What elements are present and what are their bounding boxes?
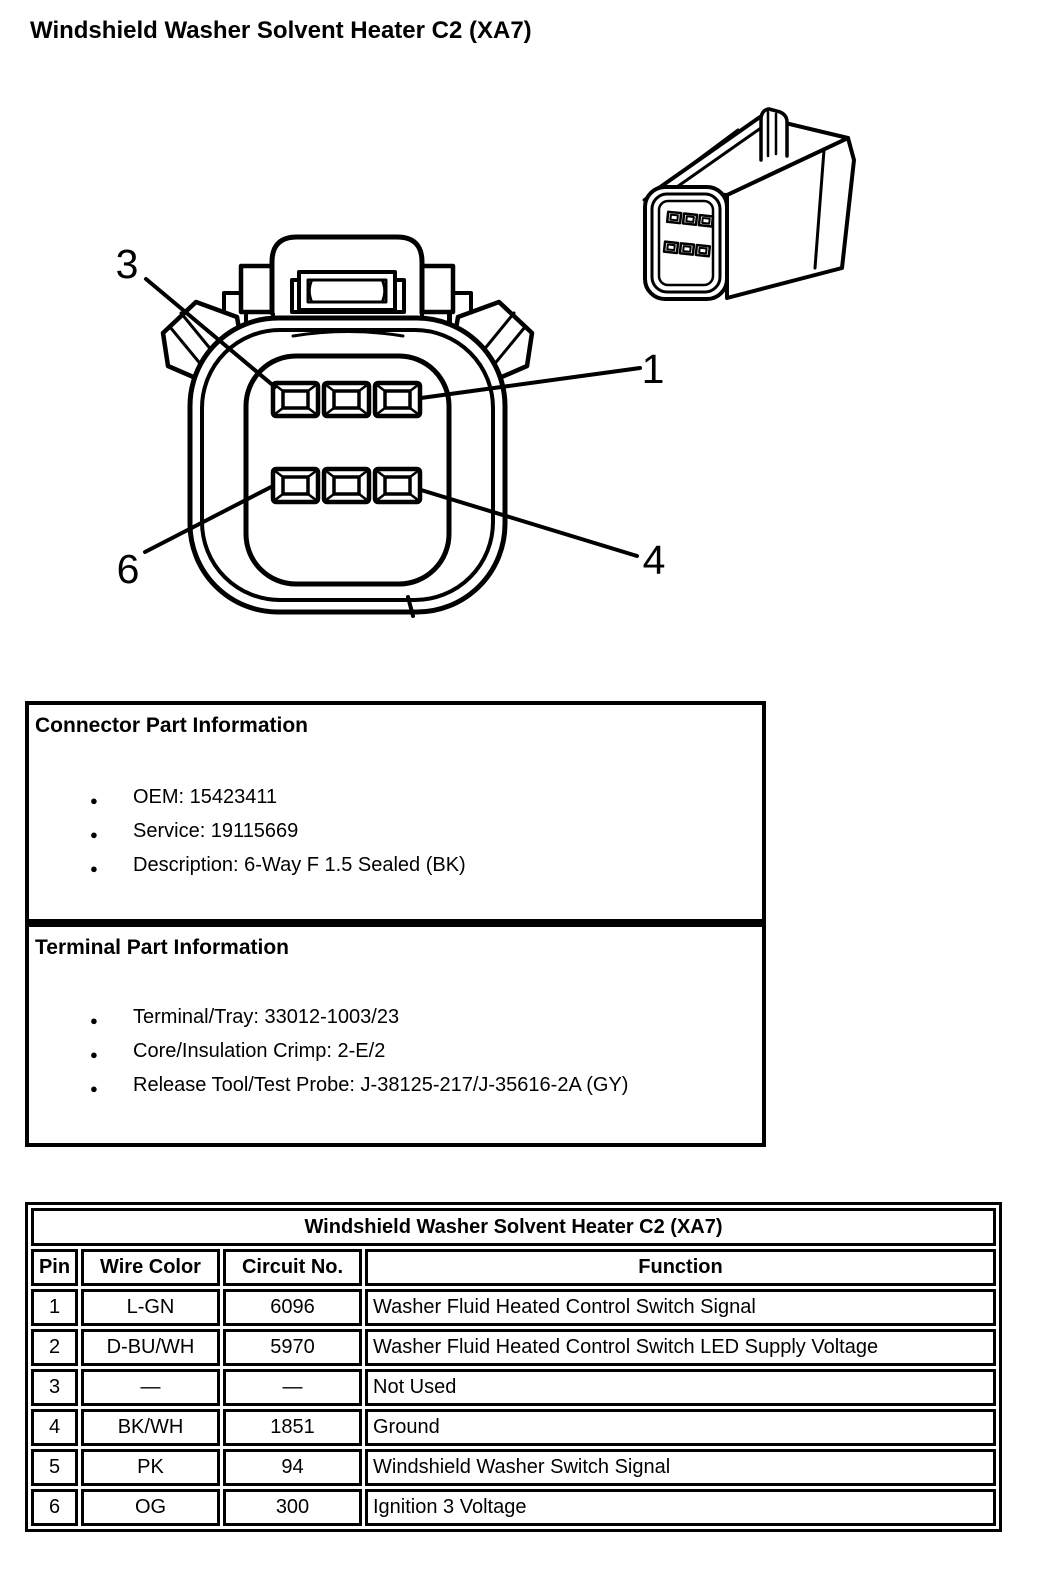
terminal-slot [375, 383, 420, 416]
function-cell: Washer Fluid Heated Control Switch Signal [365, 1289, 996, 1326]
pin-label-1: 1 [641, 346, 665, 392]
table-row [31, 1409, 996, 1446]
function-cell: Windshield Washer Switch Signal [365, 1449, 996, 1486]
circuit-cell: 94 [223, 1449, 362, 1486]
list-item: ● Core/Insulation Crimp: 2-E/2 [90, 1041, 760, 1062]
connector-part-info-list [90, 787, 760, 889]
connector-face-diagram [95, 220, 675, 630]
connector-3d-view [610, 88, 910, 313]
connector-part-info-box [25, 701, 766, 923]
table-row [31, 1329, 996, 1366]
pin-label-6: 6 [116, 546, 140, 592]
list-item: ● Terminal/Tray: 33012-1003/23 [90, 1007, 760, 1028]
pin-cell: 2 [31, 1329, 78, 1366]
function-cell: Ground [365, 1409, 996, 1446]
page-title: Windshield Washer Solvent Heater C2 (XA7) [30, 17, 532, 44]
circuit-cell: 300 [223, 1489, 362, 1526]
wire-color-cell: BK/WH [81, 1409, 220, 1446]
pin-cell: 5 [31, 1449, 78, 1486]
table-row [31, 1289, 996, 1326]
table-row [31, 1369, 996, 1406]
list-item: ● Release Tool/Test Probe: J-38125-217/J-35616-2A (GY) [90, 1075, 760, 1096]
terminal-slot [375, 469, 420, 502]
pin-cell: 3 [31, 1369, 78, 1406]
col-header-pin: Pin [31, 1249, 78, 1286]
cpa-lock-tab [761, 109, 787, 160]
terminal-slot [273, 469, 318, 502]
wire-color-cell: OG [81, 1489, 220, 1526]
table-row [31, 1449, 996, 1486]
terminal-part-info-list [90, 1007, 760, 1109]
terminal-slot [273, 383, 318, 416]
terminal-part-info-box [25, 923, 766, 1147]
col-header-wire: Wire Color [81, 1249, 220, 1286]
wire-color-cell: D-BU/WH [81, 1329, 220, 1366]
list-item: ● OEM: 15423411 [90, 787, 760, 808]
circuit-cell: 5970 [223, 1329, 362, 1366]
col-header-function: Function [365, 1249, 996, 1286]
wire-color-cell: L-GN [81, 1289, 220, 1326]
function-cell: Ignition 3 Voltage [365, 1489, 996, 1526]
terminal-part-info-heading: Terminal Part Information [35, 936, 289, 959]
connector-part-info-heading: Connector Part Information [35, 714, 309, 737]
pin-cell: 4 [31, 1409, 78, 1446]
function-cell: Washer Fluid Heated Control Switch LED Supply Voltage [365, 1329, 996, 1366]
table-row [31, 1489, 996, 1526]
terminal-slot [324, 383, 369, 416]
lock-tab [241, 237, 453, 313]
table-title-row [31, 1208, 996, 1246]
pin-cell: 1 [31, 1289, 78, 1326]
table-header-row [31, 1249, 996, 1286]
terminal-slot [324, 469, 369, 502]
circuit-cell: 1851 [223, 1409, 362, 1446]
pin-label-3: 3 [115, 241, 139, 287]
pin-table-title: Windshield Washer Solvent Heater C2 (XA7) [31, 1208, 996, 1246]
list-item: ● Description: 6-Way F 1.5 Sealed (BK) [90, 855, 760, 876]
pin-table [25, 1202, 1002, 1532]
circuit-cell: — [223, 1369, 362, 1406]
col-header-circuit: Circuit No. [223, 1249, 362, 1286]
pin-cell: 6 [31, 1489, 78, 1526]
function-cell: Not Used [365, 1369, 996, 1406]
list-item: ● Service: 19115669 [90, 821, 760, 842]
pin-label-4: 4 [642, 537, 666, 583]
wire-color-cell: — [81, 1369, 220, 1406]
circuit-cell: 6096 [223, 1289, 362, 1326]
wire-color-cell: PK [81, 1449, 220, 1486]
